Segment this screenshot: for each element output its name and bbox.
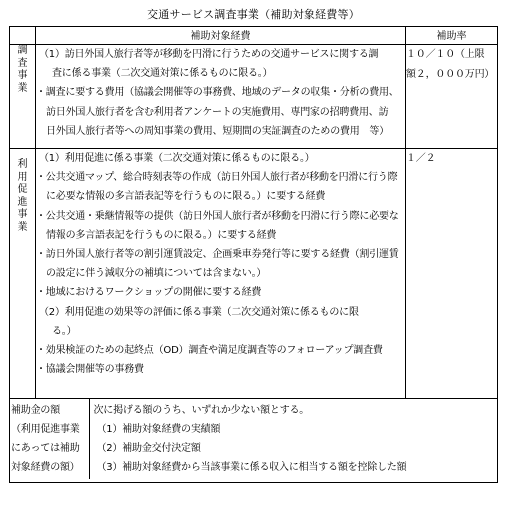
grant-amount-heading <box>10 399 89 479</box>
section-label-char: 事 <box>17 70 28 81</box>
grant-amount-rule: （3）補助対象経費から当該事業に係る収入に相当する額を控除した額 <box>96 462 407 473</box>
survey-project-expenses <box>36 45 406 149</box>
expense-line: ・訪日外国人旅行者等の割引運賃設定、企画乗車券発行等に要する経費（割引運賃 <box>36 249 399 261</box>
expense-line: ・地域におけるワークショップの開催に要する経費 <box>36 287 262 299</box>
rate-line: １０／１０（上限 <box>406 49 485 60</box>
section-label-char: 利 <box>17 159 28 170</box>
header-expense: 補助対象経費 <box>36 27 406 45</box>
row-promotion-project <box>10 149 498 399</box>
grant-amount-label-line: （利用促進事業 <box>11 424 80 435</box>
section-label-char: 業 <box>17 221 28 233</box>
expense-line: ・効果検証のための起終点（OD）調査や満足度調査等のフォローアップ調査費 <box>36 345 383 357</box>
rate-line: １／２ <box>406 153 436 164</box>
row-grant-amount <box>10 399 498 483</box>
grant-amount-rule: （2）補助金交付決定額 <box>96 443 201 454</box>
grant-amount-label-line: 対象経費の額） <box>11 462 80 473</box>
expense-line: ・調査に要する費用（協議会開催等の事務費、地域のデータの収集・分析の費用、 <box>36 87 399 99</box>
grant-amount-cell <box>10 399 498 483</box>
section-label-char: 査 <box>17 57 28 69</box>
rate-line: 額２，０００万円） <box>406 69 495 80</box>
grant-amount-rule: （1）補助対象経費の実績額 <box>96 424 221 435</box>
promotion-project-expenses <box>36 149 406 399</box>
expense-line: の設定に伴う減収分の補填については含まない。） <box>46 268 267 280</box>
expense-line: に必要な情報の多言語表記等を行うものに限る。）に要する経費 <box>46 191 326 203</box>
expense-line: る。） <box>52 325 77 337</box>
section-label-char: 促 <box>17 184 28 195</box>
expense-line: 査に係る事業（二次交通対策に係るものに限る。） <box>52 68 273 80</box>
header-rate: 補助率 <box>406 27 498 45</box>
header-blank <box>10 27 36 45</box>
expense-line: 日外国人旅行者等への周知事業の費用、短期間の実証調査のための費用 等） <box>46 125 389 137</box>
section-label-char: 用 <box>17 171 28 183</box>
survey-project-rate <box>406 45 498 149</box>
grant-amount-label-line: 補助金の額 <box>11 405 60 416</box>
section-label-char: 業 <box>17 82 28 94</box>
grant-amount-label-line: にあっては補助 <box>11 443 80 454</box>
expense-line: 訪日外国人旅行者を含む利用者アンケートの実施費用、専門家の招聘費用、訪 <box>46 106 389 118</box>
grant-amount-rule: 次に掲げる額のうち、いずれか少ない額とする。 <box>93 405 310 416</box>
expense-line: ・公共交通・乗継情報等の提供（訪日外国人旅行者が移動を円滑に行う際に必要な <box>36 210 399 222</box>
page-title: 交通サービス調査事業（補助対象経費等） <box>147 8 360 21</box>
survey-project-label <box>10 45 36 149</box>
expense-line: （2）利用促進の効果等の評価に係る事業（二次交通対策に係るものに限 <box>39 306 359 318</box>
section-label-char: 進 <box>17 196 28 208</box>
expense-line: 情報の多言語表記を行うものに限る。）に要する経費 <box>46 229 277 241</box>
promotion-project-label <box>10 149 36 399</box>
section-label-char: 事 <box>17 209 28 220</box>
grant-amount-rules <box>89 399 497 479</box>
expense-line: ・公共交通マップ、総合時刻表等の作成（訪日外国人旅行者が移動を円滑に行う際 <box>36 172 398 184</box>
expense-line: （1）訪日外国人旅行者等が移動を円滑に行うための交通サービスに関する調 <box>39 49 379 60</box>
expense-table <box>9 26 498 483</box>
section-label-char: 調 <box>17 45 28 56</box>
promotion-project-rate <box>406 149 498 399</box>
table-header-row <box>10 27 498 45</box>
expense-line: ・協議会開催等の事務費 <box>36 364 144 376</box>
row-survey-project <box>10 45 498 149</box>
expense-line: （1）利用促進に係る事業（二次交通対策に係るものに限る。） <box>39 153 315 164</box>
